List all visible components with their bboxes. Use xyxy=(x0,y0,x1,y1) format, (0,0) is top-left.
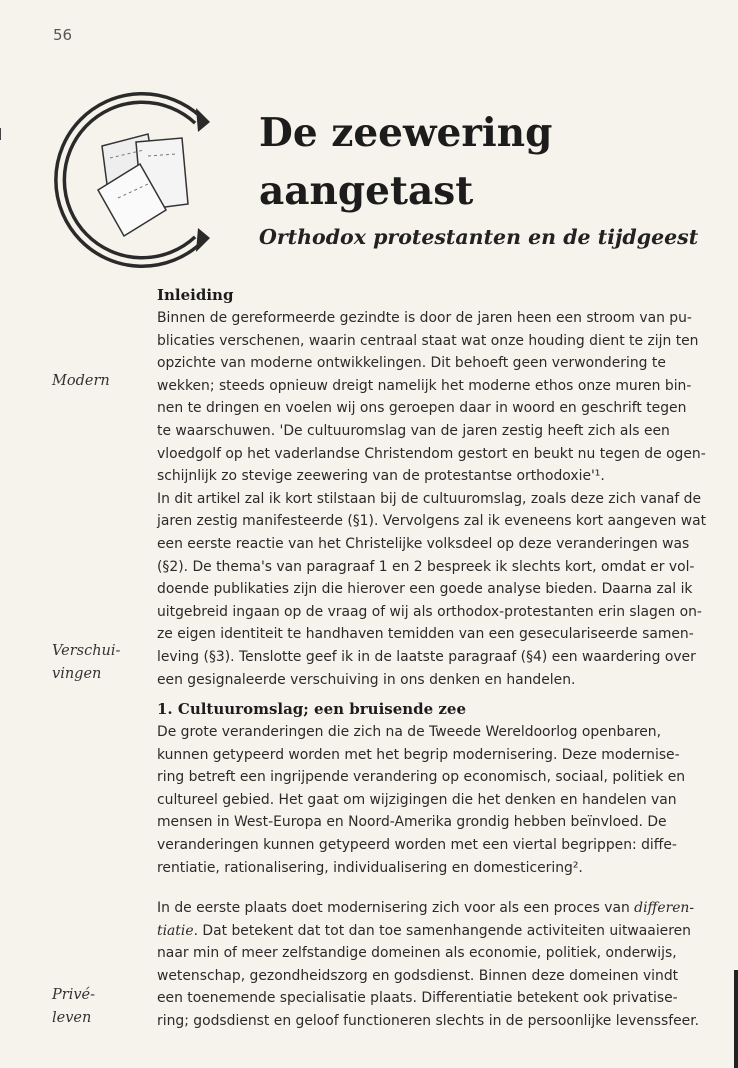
section-heading-cultuuromslag: 1. Cultuuromslag; een bruisende zee xyxy=(157,700,467,718)
text-line: wekken; steeds opnieuw dreigt namelijk het moderne ethos onze muren bin- xyxy=(157,377,692,394)
text-line: ring; godsdienst en geloof functioneren slechts in de persoonlijke levenssfeer. xyxy=(157,1012,700,1029)
intro-paragraph xyxy=(157,307,727,691)
margin-note-modern: Modern xyxy=(52,373,110,389)
text-line: De grote veranderingen die zich na de Tweede Wereldoorlog openbaren, xyxy=(157,724,662,740)
text-line: ring betreft een ingrijpende verandering op economisch, sociaal, politiek en xyxy=(157,769,686,786)
text-line: schijnlijk zo stevige zeewering van de protestantse orthodoxie'¹. xyxy=(157,468,605,485)
section-heading-inleiding: Inleiding xyxy=(157,286,234,304)
chapter-title xyxy=(259,104,552,220)
cultuuromslag-paragraph xyxy=(157,721,727,879)
text-line: mensen in West-Europa en Noord-Amerika grondig hebben beïnvloed. De xyxy=(157,814,667,831)
margin-note-priveleven: Privé- leven xyxy=(52,987,95,1026)
text-line: een eerste reactie van het Christelijke volksdeel op deze veranderingen was xyxy=(157,535,690,552)
text-line: leving (§3). Tenslotte geef ik in de laatste paragraaf (§4) een waardering over xyxy=(157,648,696,665)
text-line: nen te dringen en voelen wij ons geroepen daar in woord en geschrift tegen xyxy=(157,400,687,417)
text-line: doende publikaties zijn die hierover een goede analyse bieden. Daarna zal ik xyxy=(157,581,693,598)
text-line: cultureel gebied. Het gaat om wijzigingen die het denken en handelen van xyxy=(157,791,677,808)
text-line: uitgebreid ingaan op de vraag of wij als orthodox-protestanten erin slagen on- xyxy=(157,603,702,620)
text-line: blicaties verschenen, waarin centraal staat wat onze houding dient te zijn ten xyxy=(157,332,699,349)
chapter-subtitle: Orthodox protestanten en de tijdgeest xyxy=(259,225,699,249)
page-edge-shadow xyxy=(734,970,738,1068)
page-number: 56 xyxy=(53,26,73,44)
text-line: wetenschap, gezondheidszorg en godsdienst. Binnen deze domeinen vindt xyxy=(157,967,679,984)
text-line: jaren zestig manifesteerde (§1). Vervolgens zal ik eveneens kort aangeven wat xyxy=(157,513,707,530)
chapter-logo-icon xyxy=(48,92,218,272)
text-line: te waarschuwen. 'De cultuuromslag van de jaren zestig heeft zich als een xyxy=(157,422,670,439)
text-line: rentiatie, rationalisering, individualisering en domesticering². xyxy=(157,859,583,876)
text-line: een toenemende specialisatie plaats. Differentiatie betekent ook privatise- xyxy=(157,990,678,1007)
text-line: vloedgolf op het vaderlandse Christendom gestort en beukt nu tegen de ogen- xyxy=(157,445,706,462)
text-line: (§2). De thema's van paragraaf 1 en 2 bespreek ik slechts kort, omdat er vol- xyxy=(157,558,695,575)
text-line: kunnen getypeerd worden met het begrip modernisering. Deze modernise- xyxy=(157,746,680,763)
margin-note-verschuivingen: Verschui- vingen xyxy=(52,643,121,682)
margin-mark xyxy=(0,128,1,140)
text-line: veranderingen kunnen getypeerd worden met een viertal begrippen: diffe- xyxy=(157,836,677,853)
title-line-1: De zeewering xyxy=(259,110,553,156)
differentiatie-paragraph xyxy=(157,897,727,1033)
text-line: In de eerste plaats doet modernisering zich voor als een proces van differen- xyxy=(157,900,695,916)
title-line-2: aangetast xyxy=(259,168,474,214)
text-line: In dit artikel zal ik kort stilstaan bij de cultuuromslag, zoals deze zich vanaf de xyxy=(157,490,702,507)
text-line: tiatie. Dat betekent dat tot dan toe samenhangende activiteiten uitwaaieren xyxy=(157,922,691,939)
text-line: Binnen de gereformeerde gezindte is door de jaren heen een stroom van pu- xyxy=(157,310,692,326)
text-line: een gesignaleerde verschuiving in ons denken en handelen. xyxy=(157,671,576,688)
text-line: naar min of meer zelfstandige domeinen als economie, politiek, onderwijs, xyxy=(157,945,677,962)
text-line: opzichte van moderne ontwikkelingen. Dit behoeft geen verwondering te xyxy=(157,355,666,372)
text-line: ze eigen identiteit te handhaven temidden van een geseculariseerde samen- xyxy=(157,626,694,643)
